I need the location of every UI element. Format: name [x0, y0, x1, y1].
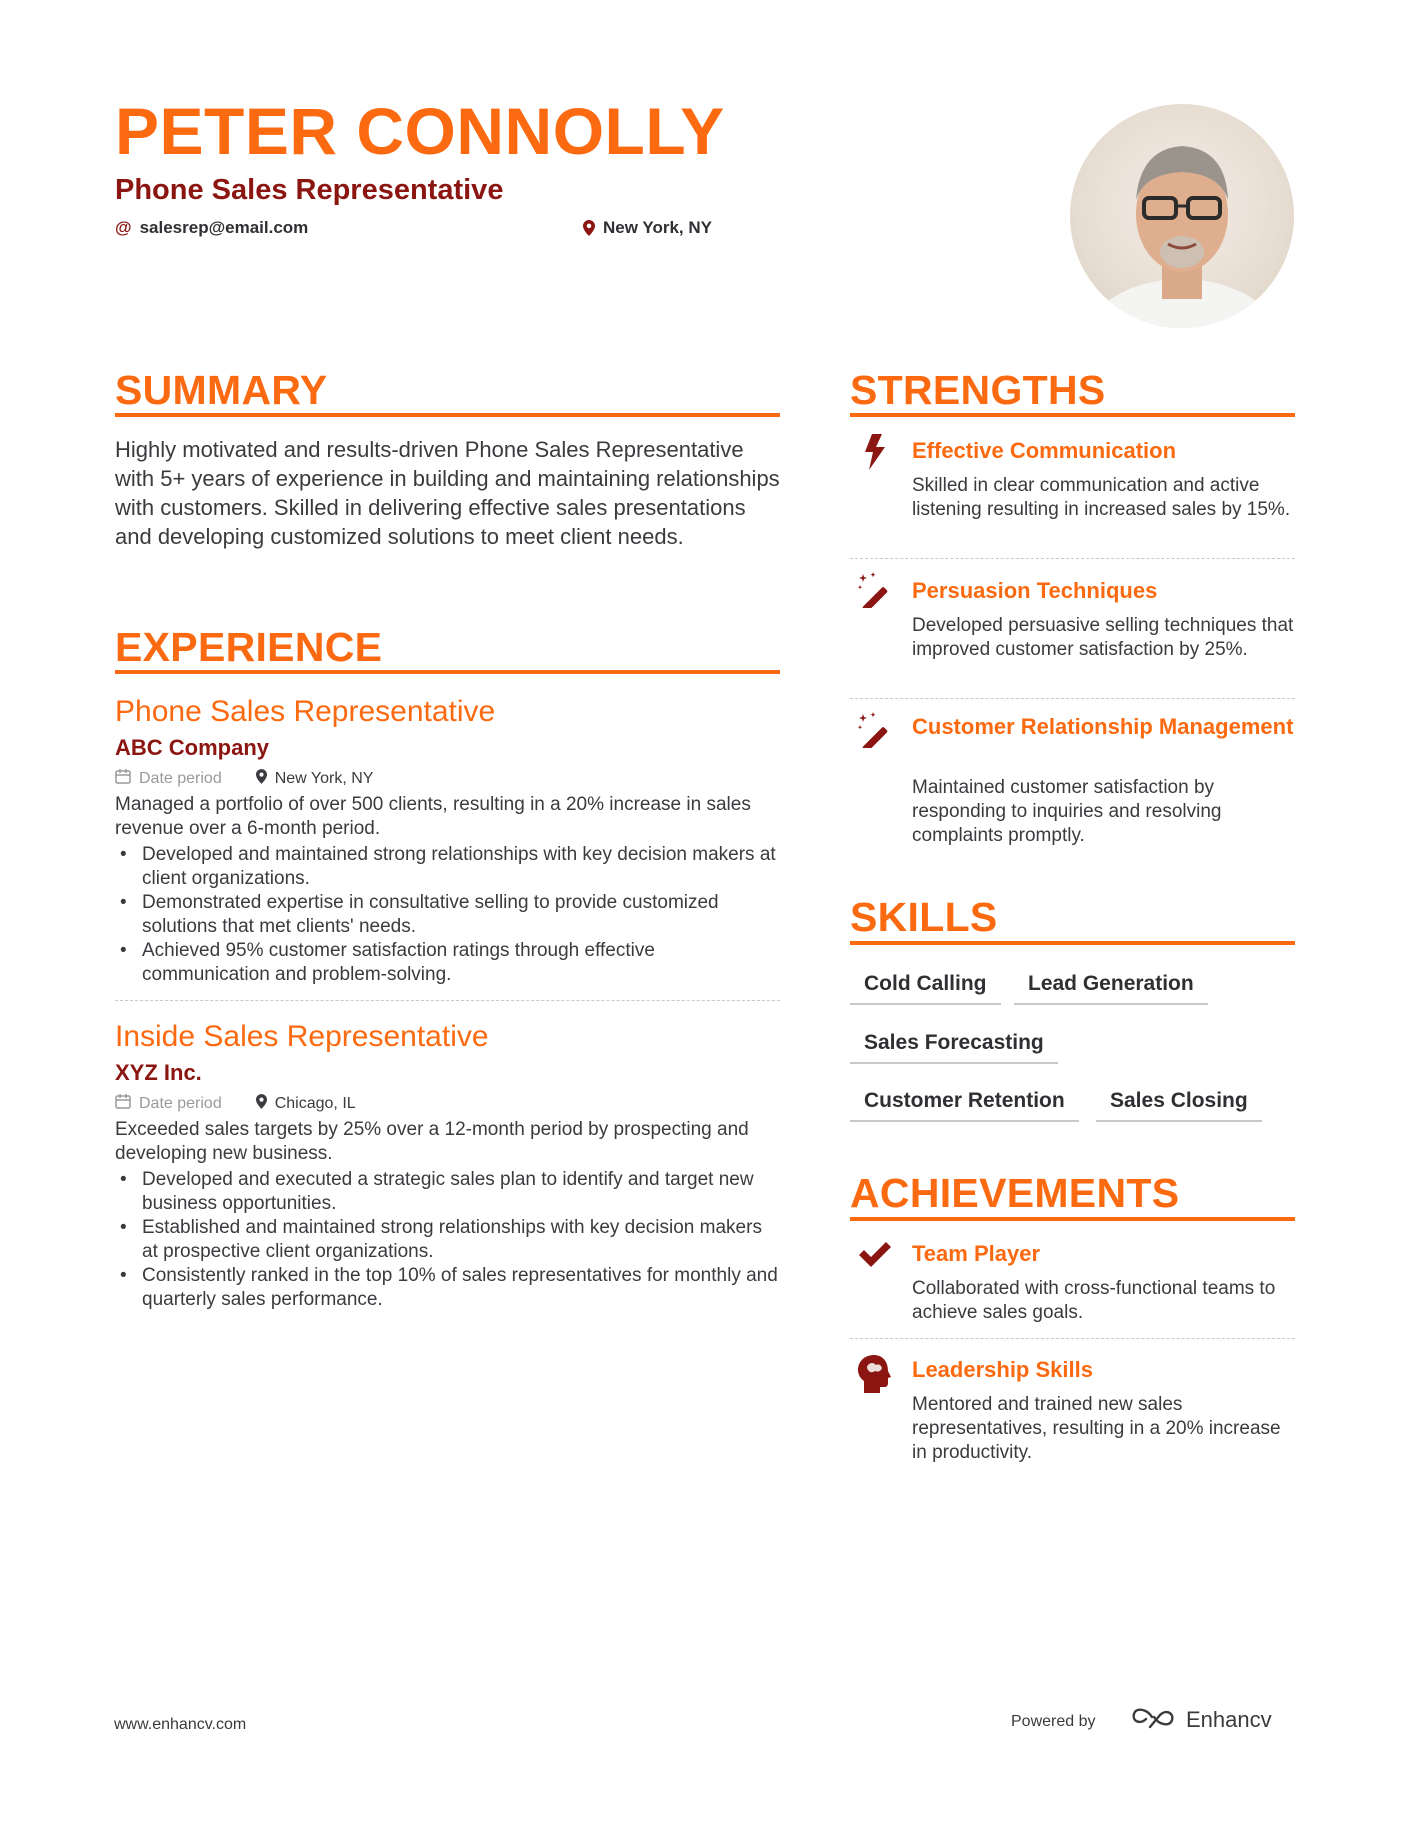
brand-name: Enhancv	[1186, 1707, 1272, 1732]
job-company: ABC Company	[115, 735, 270, 760]
skill-tag: Lead Generation	[1014, 973, 1208, 1005]
job-location: New York, NY	[274, 769, 374, 787]
strength-description: Skilled in clear communication and active listening resulting in increased sales by 15%.	[912, 475, 1291, 520]
list-item: • Consistently ranked in the top 10% of sales representatives for monthly and quarterly sales performance.	[115, 1264, 780, 1312]
skills-divider	[850, 941, 1295, 945]
strengths-divider	[850, 413, 1295, 417]
profile-photo	[1070, 104, 1294, 328]
job-meta	[115, 1093, 356, 1114]
list-item: • Demonstrated expertise in consultative selling to provide customized solutions that met clients' needs.	[115, 891, 780, 939]
list-item: • Developed and maintained strong relationships with key decision makers at client organizations.	[115, 843, 780, 891]
strengths-heading: STRENGTHS	[850, 367, 1106, 413]
job-date: Date period	[139, 1094, 222, 1112]
job-company: XYZ Inc.	[115, 1060, 202, 1085]
brand-logo[interactable]	[1130, 1705, 1272, 1735]
strength-title: Effective Communication	[912, 438, 1177, 463]
location-pin-icon	[256, 1094, 267, 1114]
job-location: Chicago, IL	[274, 1094, 356, 1112]
magic-wand-icon	[855, 712, 895, 752]
lightning-icon	[855, 434, 895, 474]
location-pin-icon	[256, 769, 267, 789]
powered-by-label: Powered by	[1011, 1713, 1096, 1730]
job-bullets	[115, 843, 780, 987]
enhancv-logo-icon	[1130, 1705, 1176, 1735]
achievement-title: Leadership Skills	[912, 1357, 1093, 1382]
skill-tag: Cold Calling	[850, 973, 1001, 1005]
strength-description: Maintained customer satisfaction by responding to inquiries and resolving complaints promptly.	[912, 777, 1222, 846]
list-item: • Achieved 95% customer satisfaction ratings through effective communication and problem-solving.	[115, 939, 780, 987]
skills-heading: SKILLS	[850, 894, 998, 940]
achievement-description: Mentored and trained new sales representatives, resulting in a 20% increase in productivity.	[912, 1394, 1281, 1463]
checkmark-icon	[855, 1240, 895, 1280]
achievements-divider	[850, 1217, 1295, 1221]
at-sign-icon: @	[115, 218, 132, 237]
calendar-icon	[115, 1093, 131, 1114]
achievement-separator	[850, 1338, 1295, 1339]
list-item: • Established and maintained strong relationships with key decision makers at prospective client organizations.	[115, 1216, 780, 1264]
list-item: • Developed and executed a strategic sales plan to identify and target new business opportunities.	[115, 1168, 780, 1216]
candidate-title: Phone Sales Representative	[115, 174, 504, 206]
experience-heading: EXPERIENCE	[115, 624, 383, 670]
summary-divider	[115, 413, 780, 417]
job-description: Exceeded sales targets by 25% over a 12-month period by prospecting and developing new business.	[115, 1119, 749, 1164]
strength-description: Developed persuasive selling techniques that improved customer satisfaction by 25%.	[912, 615, 1294, 660]
strength-title: Persuasion Techniques	[912, 578, 1158, 603]
job-description: Managed a portfolio of over 500 clients, resulting in a 20% increase in sales revenue over a 6-month period.	[115, 794, 751, 839]
summary-text: Highly motivated and results-driven Phone Sales Representative with 5+ years of experience in building and maintaining relationships with customers. Skilled in delivering effective sales presentations and developing customized solutions to meet client needs.	[115, 437, 780, 549]
strength-title: Customer Relationship Management	[912, 714, 1294, 739]
job-bullets	[115, 1168, 780, 1312]
skill-tag: Customer Retention	[850, 1090, 1079, 1122]
achievement-description: Collaborated with cross-functional teams to achieve sales goals.	[912, 1278, 1276, 1323]
strength-separator	[850, 558, 1295, 559]
job-meta	[115, 768, 373, 789]
head-brain-icon	[855, 1355, 895, 1395]
strength-separator	[850, 698, 1295, 699]
location-pin-icon	[583, 220, 595, 236]
job-date: Date period	[139, 769, 222, 787]
candidate-name: PETER CONNOLLY	[115, 94, 725, 168]
achievements-heading: ACHIEVEMENTS	[850, 1170, 1180, 1216]
skill-tag: Sales Closing	[1096, 1090, 1262, 1122]
job-role: Phone Sales Representative	[115, 695, 496, 728]
calendar-icon	[115, 768, 131, 789]
footer-url[interactable]: www.enhancv.com	[114, 1716, 247, 1733]
magic-wand-icon	[855, 572, 895, 612]
experience-divider	[115, 670, 780, 674]
job-separator	[115, 1000, 780, 1001]
email-text: salesrep@email.com	[139, 218, 309, 237]
achievement-title: Team Player	[912, 1241, 1041, 1266]
summary-heading: SUMMARY	[115, 367, 328, 413]
contact-email[interactable]	[115, 218, 308, 238]
location-text: New York, NY	[603, 218, 712, 237]
contact-location	[583, 218, 712, 238]
job-role: Inside Sales Representative	[115, 1020, 489, 1053]
skill-tag: Sales Forecasting	[850, 1032, 1058, 1064]
